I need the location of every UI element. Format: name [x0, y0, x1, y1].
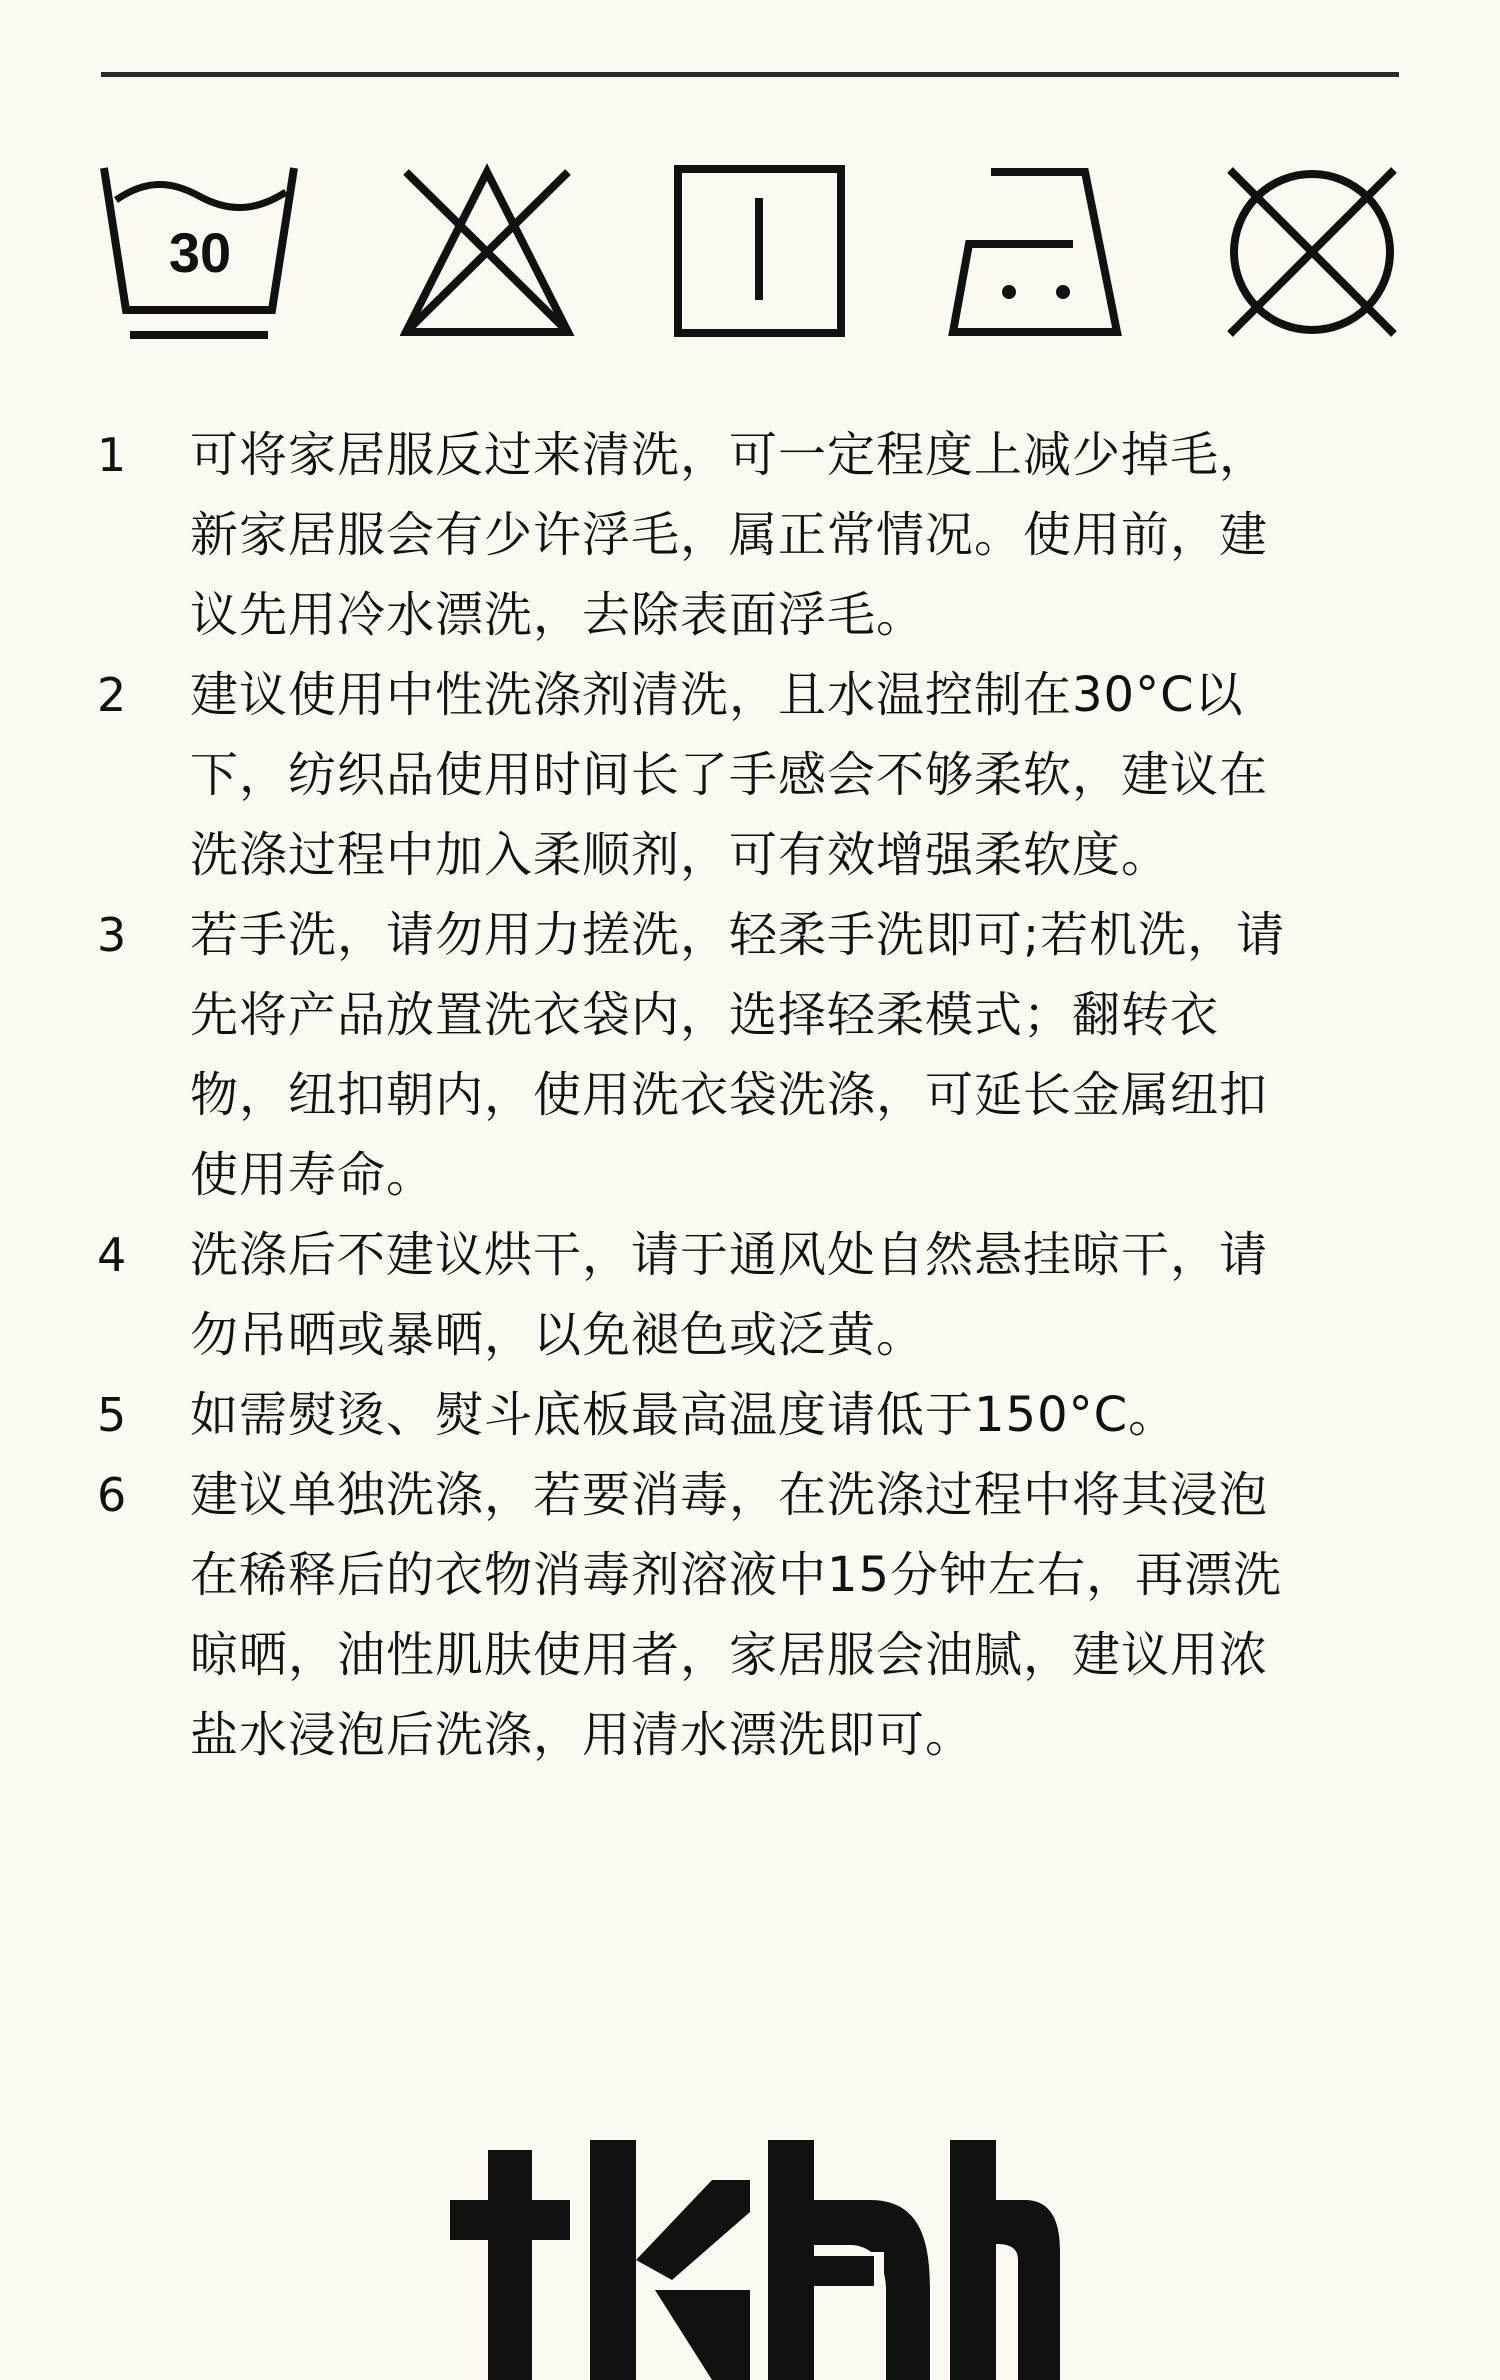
care-item-text: 若手洗，请勿用力搓洗，轻柔手洗即可;若机洗，请 先将产品放置洗衣袋内，选择轻柔模式；翻转衣 物，纽扣朝内，使用洗衣袋洗涤，可延长金属纽扣 使用寿命。: [190, 907, 1286, 1203]
care-item-number: 1: [97, 428, 127, 482]
care-item: [97, 1455, 1397, 1775]
care-item-text: 如需熨烫、熨斗底板最高温度请低于150°C。: [190, 1387, 1178, 1443]
care-item-number: 3: [97, 908, 127, 962]
brand-logo: [450, 2140, 1060, 2380]
iron-medium-heat-icon: [945, 160, 1130, 345]
wash-temperature-label: 30: [168, 221, 232, 284]
care-item-text: 建议单独洗涤，若要消毒，在洗涤过程中将其浸泡 在稀释后的衣物消毒剂溶液中15分钟左右，再漂洗 晾晒，油性肌肤使用者，家居服会油腻，建议用浓 盐水浸泡后洗涤，用清水漂洗即可。: [190, 1467, 1283, 1763]
care-item: [97, 895, 1397, 1215]
top-divider: [101, 72, 1399, 77]
care-item-number: 6: [97, 1468, 127, 1522]
wash-30-icon: [100, 160, 300, 345]
care-item-text: 可将家居服反过来清洗，可一定程度上减少掉毛， 新家居服会有少许浮毛，属正常情况。使用前，建 议先用冷水漂洗，去除表面浮毛。: [190, 427, 1269, 643]
care-item-number: 5: [97, 1388, 127, 1442]
do-not-tumble-dry-icon: [1222, 160, 1402, 345]
care-item: [97, 1375, 1397, 1455]
do-not-bleach-icon: [400, 160, 575, 345]
care-item-number: 4: [97, 1228, 127, 1282]
care-item-text: 建议使用中性洗涤剂清洗，且水温控制在30°C以 下，纺织品使用时间长了手感会不够柔软，建议在 洗涤过程中加入柔顺剂，可有效增强柔软度。: [190, 667, 1269, 883]
care-item-text: 洗涤后不建议烘干，请于通风处自然悬挂晾干，请 勿吊晒或暴晒，以免褪色或泛黄。: [190, 1227, 1269, 1363]
care-item: [97, 415, 1397, 655]
care-item: [97, 655, 1397, 895]
line-dry-icon: [672, 160, 847, 345]
care-item-number: 2: [97, 668, 127, 722]
care-instructions-list: [97, 415, 1397, 1775]
care-item: [97, 1215, 1397, 1375]
